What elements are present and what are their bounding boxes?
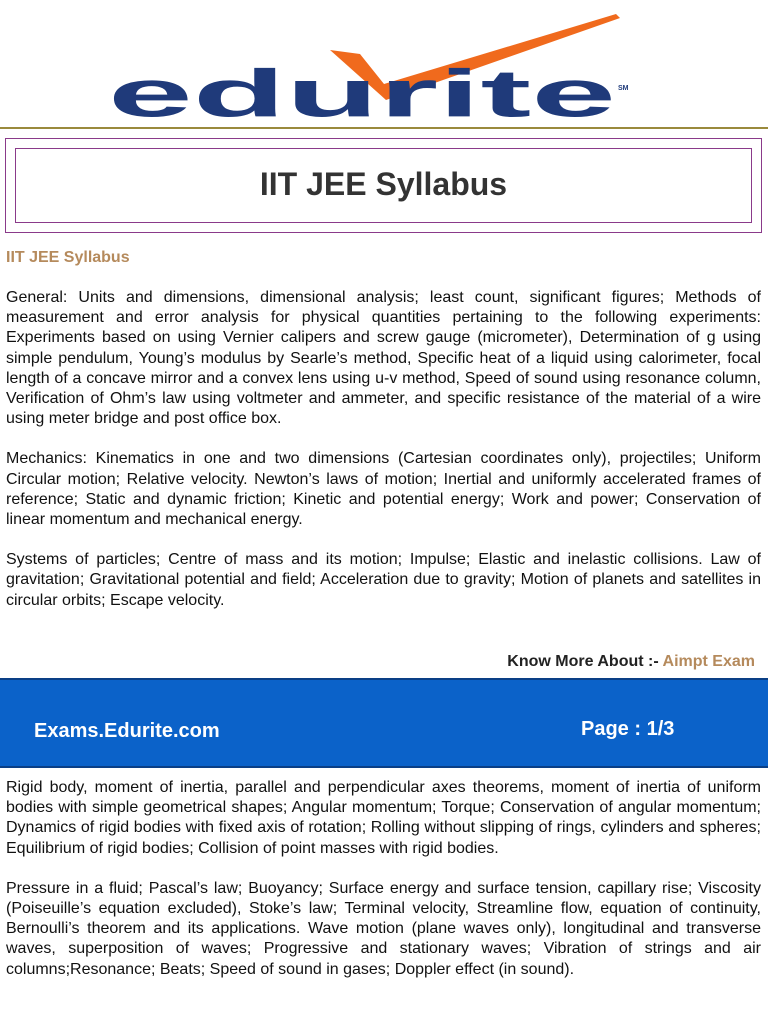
footer-site-link[interactable]: Exams.Edurite.com [34, 720, 220, 742]
title-frame-inner [15, 148, 752, 223]
logo-service-mark: SM [618, 85, 629, 92]
know-more-line [507, 652, 755, 672]
aimpt-exam-link[interactable]: Aimpt Exam [662, 653, 755, 670]
section-heading: IIT JEE Syllabus [6, 249, 130, 266]
paragraph-general: General: Units and dimensions, dimensional analysis; least count, significant figures; Methods of measurement and error analysis for physical quantities pertaining to the following experiments: Experiments based on using Vernier calipers and screw gauge (micrometer), Determination of g using simple pendulum, Young’s modulus by Searle’s method, Specific heat of a liquid using calorimeter, focal length of a concave mirror and a convex lens using u-v method, Speed of sound using resonance column, Verification of Ohm’s law using voltmeter and ammeter, and specific resistance of the material of a wire using meter bridge and post office box. [6, 289, 761, 428]
paragraph-mechanics: Mechanics: Kinematics in one and two dimensions (Cartesian coordinates only), projectiles; Uniform Circular motion; Relative velocity. Newton’s laws of motion; Inertial and uniformly accelerated frames of reference; Static and dynamic friction; Kinetic and potential energy; Work and power; Conservation of linear momentum and mechanical energy. [6, 450, 761, 529]
title-frame [5, 138, 762, 233]
paragraph-systems: Systems of particles; Centre of mass and its motion; Impulse; Elastic and inelastic collisions. Law of gravitation; Gravitational potential and field; Acceleration due to gravity; Motion of planets and satellites in circular orbits; Escape velocity. [6, 551, 761, 609]
syllabus-section-upper [6, 248, 761, 611]
logo-divider [0, 127, 768, 129]
syllabus-section-lower [6, 778, 761, 980]
edurite-logo-graphic [108, 6, 648, 124]
page-footer-band [0, 678, 768, 768]
footer-page-number: Page : 1/3 [581, 718, 675, 740]
paragraph-rigid-body: Rigid body, moment of inertia, parallel and perpendicular axes theorems, moment of inertia of uniform bodies with simple geometrical shapes; Angular momentum; Torque; Conservation of angular momentum; Dynamics of rigid bodies with fixed axis of rotation; Rolling without slipping of rings, cylinders and spheres; Equilibrium of rigid bodies; Collision of point masses with rigid bodies. [6, 779, 761, 857]
paragraph-fluids-waves: Pressure in a fluid; Pascal’s law; Buoyancy; Surface energy and surface tension, capillary rise; Viscosity (Poiseuille’s equation excluded), Stoke’s law; Terminal velocity, Streamline flow, equation of continuity, Bernoulli’s theorem and its applications. Wave motion (plane waves only), longitudinal and transverse waves, superposition of waves; Progressive and stationary waves; Vibration of strings and air columns;Resonance; Beats; Speed of sound in gases; Doppler effect (in sound). [6, 879, 761, 978]
edurite-logo [108, 6, 648, 124]
know-more-prefix: Know More About :- [507, 653, 659, 670]
logo-wordmark: edurite [108, 56, 616, 124]
page-title: IIT JEE Syllabus [259, 166, 508, 202]
